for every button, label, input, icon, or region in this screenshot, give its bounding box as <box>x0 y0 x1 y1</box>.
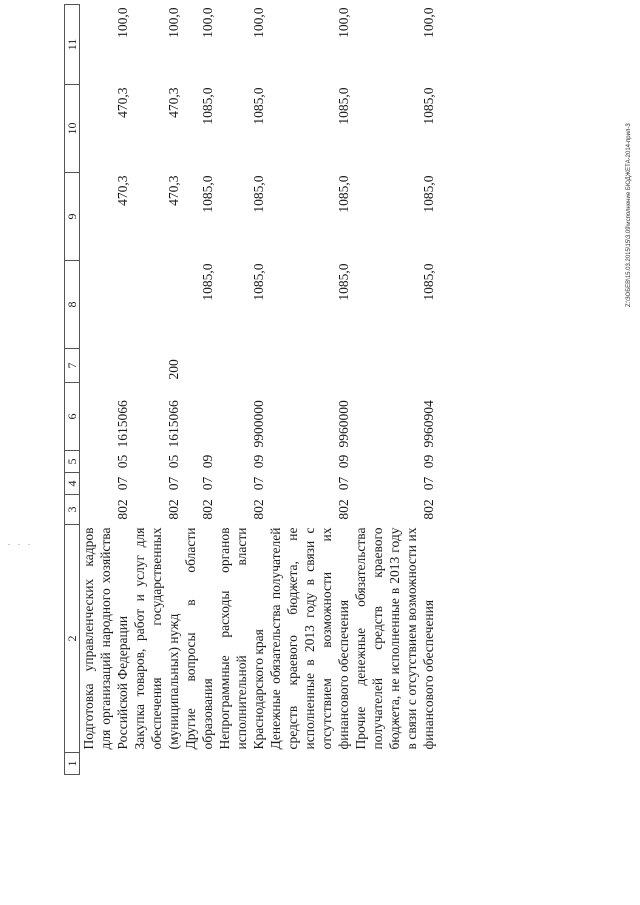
value-col-9: 470,3 <box>166 175 181 206</box>
row-name: Другие вопросы в области образования <box>183 527 215 750</box>
row-name: Прочие денежные обязательства получателей средств краевого бюджета, не исполненные в 2013 году в связи с отсутствием возможности их финансового обеспечения <box>353 527 436 750</box>
value-col-10: 1085,0 <box>421 87 436 125</box>
table-row <box>352 5 437 775</box>
header-col-1: 1 <box>65 753 80 775</box>
code-expense-type <box>216 349 267 383</box>
header-col-11: 11 <box>65 5 80 85</box>
value-col-9: 1085,0 <box>421 175 436 213</box>
code-subsection: 09 <box>336 454 351 469</box>
code-section: 07 <box>421 476 436 491</box>
code-expense-type <box>182 349 216 383</box>
value-col-10: 1085,0 <box>336 87 351 125</box>
table-row <box>80 5 132 775</box>
value-col-11: 100,0 <box>251 7 266 38</box>
table-row <box>131 5 182 775</box>
value-col-10: 470,3 <box>166 87 181 118</box>
value-col-10: 1085,0 <box>251 87 266 125</box>
code-target: 1615066 <box>115 400 130 448</box>
value-col-11: 100,0 <box>200 7 215 38</box>
table-row <box>182 5 216 775</box>
header-col-3: 3 <box>65 495 80 525</box>
row-number-cell <box>352 753 437 775</box>
header-col-7: 7 <box>65 349 80 383</box>
header-col-10: 10 <box>65 85 80 173</box>
value-col-9: 1085,0 <box>200 175 215 213</box>
code-subsection: 09 <box>251 454 266 469</box>
value-col-11: 100,0 <box>336 7 351 38</box>
budget-table-wrapper <box>64 5 437 775</box>
value-col-8: 1085,0 <box>251 263 266 301</box>
code-admin: 802 <box>251 499 266 520</box>
row-number-cell <box>80 753 132 775</box>
value-col-8: 1085,0 <box>336 263 351 301</box>
code-section: 07 <box>115 476 130 491</box>
table-row <box>267 5 352 775</box>
value-col-11: 100,0 <box>115 7 130 38</box>
code-admin: 802 <box>115 499 130 520</box>
value-col-9: 470,3 <box>115 175 130 206</box>
value-col-8: 1085,0 <box>421 263 436 301</box>
header-col-6: 6 <box>65 383 80 451</box>
code-admin: 802 <box>336 499 351 520</box>
code-section: 07 <box>200 476 215 491</box>
row-number-cell <box>182 753 216 775</box>
code-admin: 802 <box>421 499 436 520</box>
value-col-8: 1085,0 <box>200 263 215 301</box>
row-name: Денежные обязательства получателей средств краевого бюджета, не исполненные в 2013 году в связи с отсутствием возможности их финансового обеспечения <box>268 527 351 750</box>
code-target: 9900000 <box>251 400 266 448</box>
row-number-cell <box>267 753 352 775</box>
code-subsection: 09 <box>421 454 436 469</box>
header-row <box>65 5 80 775</box>
scan-dots: . . . <box>8 538 33 547</box>
code-target: 1615066 <box>166 400 181 448</box>
value-col-9: 1085,0 <box>251 175 266 213</box>
file-path-note: Z:\ЗОБЕВ\15.03.2015\15\3.09\исполнение БЮДЖЕТА-2014-прил-3 <box>626 123 632 307</box>
header-col-2: 2 <box>65 525 80 753</box>
code-expense-type <box>267 349 352 383</box>
code-admin: 802 <box>200 499 215 520</box>
header-col-4: 4 <box>65 473 80 495</box>
value-col-9: 1085,0 <box>336 175 351 213</box>
code-expense-type <box>352 349 437 383</box>
row-number-cell <box>216 753 267 775</box>
row-name: Закупка товаров, работ и услуг для обеспечения государственных (муниципальных) нужд <box>132 527 181 750</box>
code-expense-type: 200 <box>166 359 181 380</box>
value-col-8 <box>131 261 182 349</box>
budget-execution-table <box>64 4 437 775</box>
code-subsection: 05 <box>115 454 130 469</box>
value-col-11: 100,0 <box>421 7 436 38</box>
code-subsection: 09 <box>200 454 215 469</box>
row-number-cell <box>131 753 182 775</box>
header-col-9: 9 <box>65 173 80 261</box>
code-subsection: 05 <box>166 454 181 469</box>
code-target <box>182 383 216 451</box>
table-body <box>80 5 438 775</box>
code-admin: 802 <box>166 499 181 520</box>
header-col-8: 8 <box>65 261 80 349</box>
row-name: Подготовка управленческих кадров для организаций народного хозяйства Российской Федерации <box>81 527 130 750</box>
code-section: 07 <box>251 476 266 491</box>
row-name: Непрограммные расходы органов исполнительной власти Краснодарского края <box>217 527 266 750</box>
table-header <box>65 5 80 775</box>
code-section: 07 <box>336 476 351 491</box>
value-col-10: 470,3 <box>115 87 130 118</box>
value-col-11: 100,0 <box>166 7 181 38</box>
code-expense-type <box>80 349 132 383</box>
code-target: 9960904 <box>421 400 436 448</box>
value-col-10: 1085,0 <box>200 87 215 125</box>
code-target: 9960000 <box>336 400 351 448</box>
code-section: 07 <box>166 476 181 491</box>
header-col-5: 5 <box>65 451 80 473</box>
table-row <box>216 5 267 775</box>
value-col-8 <box>80 261 132 349</box>
